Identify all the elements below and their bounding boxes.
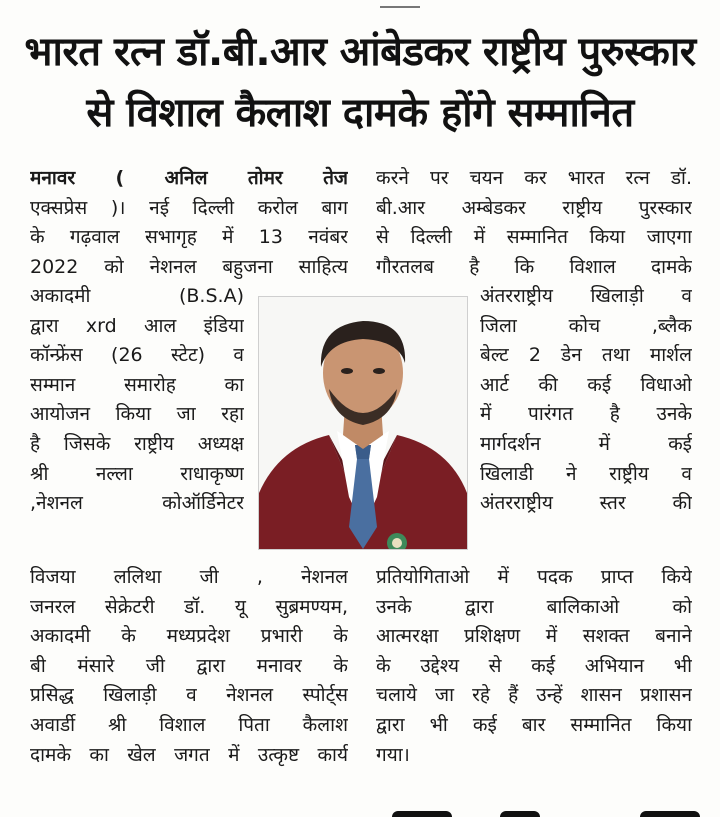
article-line: विजया ललिथा जी , नेशनल (30, 566, 348, 588)
article-line: दामके का खेल जगत में उत्कृष्ट कार्य (30, 743, 348, 766)
article-line: ,नेशनल कोऑर्डिनेटर (30, 492, 244, 515)
article-line: अवार्डी श्री विशाल पिता कैलाश (30, 713, 348, 736)
bottom-edge-marks (0, 808, 720, 817)
article-line: आर्ट की कई विधाओ (480, 373, 692, 396)
article-line: आयोजन किया जा रहा (30, 403, 244, 426)
article-line: के गढ़वाल सभागृह में 13 नवंबर (30, 226, 348, 249)
article-line: गया। (376, 743, 410, 766)
article-line: अकादमी (B.S.A) (30, 285, 244, 307)
article-line: बेल्ट 2 डेन तथा मार्शल (480, 344, 692, 367)
article-line: गौरतलब है कि विशाल दामके (376, 255, 692, 278)
article-line: प्रसिद्ध खिलाड़ी व नेशनल स्पोर्ट्स (30, 684, 348, 707)
article-line: श्री नल्ला राधाकृष्ण (30, 462, 244, 485)
article-line: है जिसके राष्ट्रीय अध्यक्ष (30, 432, 244, 455)
byline: मनावर ( अनिल तोमर तेज (30, 167, 348, 189)
top-rule (380, 0, 420, 8)
article-line: बी मंसारे जी द्वारा मनावर के (30, 654, 348, 677)
article-line: आत्मरक्षा प्रशिक्षण में सशक्त बनाने (376, 625, 692, 648)
bottom-mark (500, 811, 540, 817)
article-line: अंतरराष्ट्रीय स्तर की (480, 492, 692, 515)
article-line: के उद्देश्य से कई अभियान भी (376, 654, 692, 677)
article-line: मार्गदर्शन में कई (480, 432, 692, 455)
article-line: से दिल्ली में सम्मानित किया जाएगा (376, 226, 692, 249)
article-line: चलाये जा रहे हैं उन्हें शासन प्रशासन (376, 684, 692, 707)
article-line: सम्मान समारोह का (30, 373, 244, 396)
article-line: कॉन्फ्रेंस (26 स्टेट) व (30, 344, 244, 367)
article-line: जनरल सेक्रेटरी डॉ. यू सुब्रमण्यम, (30, 595, 348, 618)
headline-line-2: से विशाल कैलाश दामके होंगे सम्मानित (86, 90, 634, 136)
article-line: प्रतियोगिताओ में पदक प्राप्त किये (376, 566, 692, 588)
right-column-top (376, 164, 692, 282)
article-line: द्वारा xrd आल इंडिया (30, 314, 244, 337)
right-column-narrow (480, 282, 692, 519)
left-column-narrow (30, 282, 244, 519)
article-line: अकादमी के मध्यप्रदेश प्रभारी के (30, 625, 348, 648)
article-line: जिला कोच ,ब्लैक (480, 314, 692, 337)
left-column-top (30, 164, 348, 282)
bottom-mark (392, 811, 452, 817)
headline (0, 22, 720, 144)
article-line: अंतरराष्ट्रीय खिलाड़ी व (480, 285, 692, 307)
article-line: खिलाडी ने राष्ट्रीय व (480, 462, 692, 485)
article-line: में पारंगत है उनके (480, 403, 692, 426)
article-line: बी.आर अम्बेडकर राष्ट्रीय पुरस्कार (376, 196, 692, 219)
article-line: 2022 को नेशनल बहुजना साहित्य (30, 255, 348, 278)
portrait-illustration (259, 297, 467, 549)
article-line: द्वारा भी कई बार सम्मानित किया (376, 713, 692, 736)
article-line: एक्सप्रेस )। नई दिल्ली करोल बाग (30, 196, 348, 219)
portrait-photo (258, 296, 468, 550)
headline-line-1: भारत रत्न डॉ.बी.आर आंबेडकर राष्ट्रीय पुरुस्कार (24, 29, 696, 75)
article-line: उनके द्वारा बालिकाओ को (376, 595, 692, 618)
bottom-mark (640, 811, 700, 817)
right-column-bottom (376, 563, 692, 770)
article-line: करने पर चयन कर भारत रत्न डॉ. (376, 167, 692, 189)
left-column-bottom (30, 563, 348, 770)
